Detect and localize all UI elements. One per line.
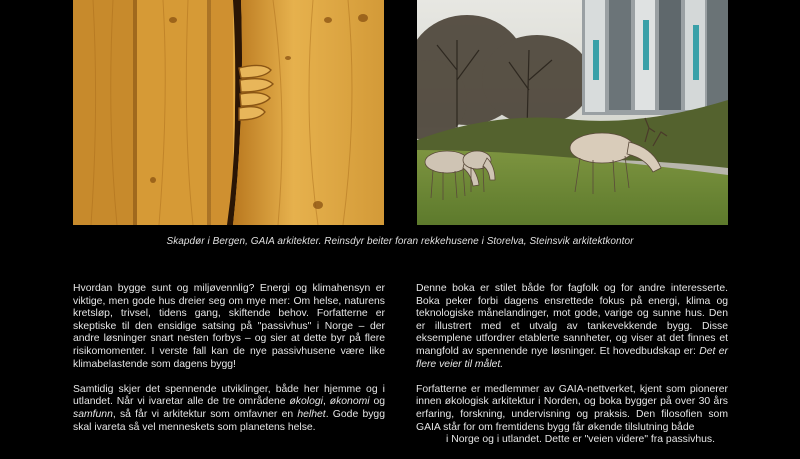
right-text-column <box>416 283 728 459</box>
emphasis-samfunn: samfunn <box>73 408 113 420</box>
right-paragraph-2-last-line: i Norge og i utlandet. Dette er "veien videre" fra passivhus. <box>446 434 716 446</box>
left-text-column <box>73 283 385 447</box>
wooden-door-photo <box>73 0 384 225</box>
photo-caption: Skapdør i Bergen, GAIA arkitekter. Reinsdyr beiter foran rekkehusene i Storelva, Steinsvik arkitektkontor <box>166 236 634 247</box>
right-paragraph-1: Denne boka er stilet både for fagfolk og for andre interesserte. Boka peker forbi dagens ensrettede fokus på energi, klima og teknologiske månelandinger, mot gode, varige og sunne hus. Den er illustrert med et utvalg av tankevekkende bygg. Disse eksemplene utfordrer etablerte sannheter, og viser at det finnes et mangfold av spennende nye løsninger. Et hovedbudskap er: Det er flere veier til målet. <box>416 283 729 370</box>
main-message-emphasis: Det er flere veier til målet. <box>416 345 729 370</box>
emphasis-helhet: helhet <box>297 408 326 420</box>
emphasis-okologi: økologi <box>289 396 323 408</box>
left-paragraph-1: Hvordan bygge sunt og miljøvennlig? Energi og klimahensyn er viktige, men gode hus dreier seg om mye mer: Om helse, naturens kretsløp, trivsel, tidens gang, skiftende behov. Forfatterne er skeptiske til den ensidige satsing på "passivhus" i Norge – der andre løsninger snart nesten forbys – og sier at dette byr på flere risikomomenter. I verste fall kan de nye passivhusene være like klimabelastende som dagens bygg! <box>73 283 385 370</box>
right-paragraph-2: Forfatterne er medlemmer av GAIA-nettverket, kjent som pionerer innen økologisk arkitektur i Norden, og boka bygger på over 30 års erfaring, forskning, undervisning og praksis. Den filosofien som GAIA står for om fremtidens bygg får økende tilslutning både <box>416 383 728 433</box>
reindeer-photo <box>417 0 728 225</box>
emphasis-okonomi: økonomi <box>329 396 370 408</box>
left-paragraph-2: Samtidig skjer det spennende utviklinger, både her hjemme og i utlandet. Når vi ivaretar alle de tre områdene økologi, økonomi og samfunn, så får vi arkitektur som omfavner en helhet. Gode bygg skal ivareta så vel menneskets som planetens helse. <box>73 383 385 433</box>
